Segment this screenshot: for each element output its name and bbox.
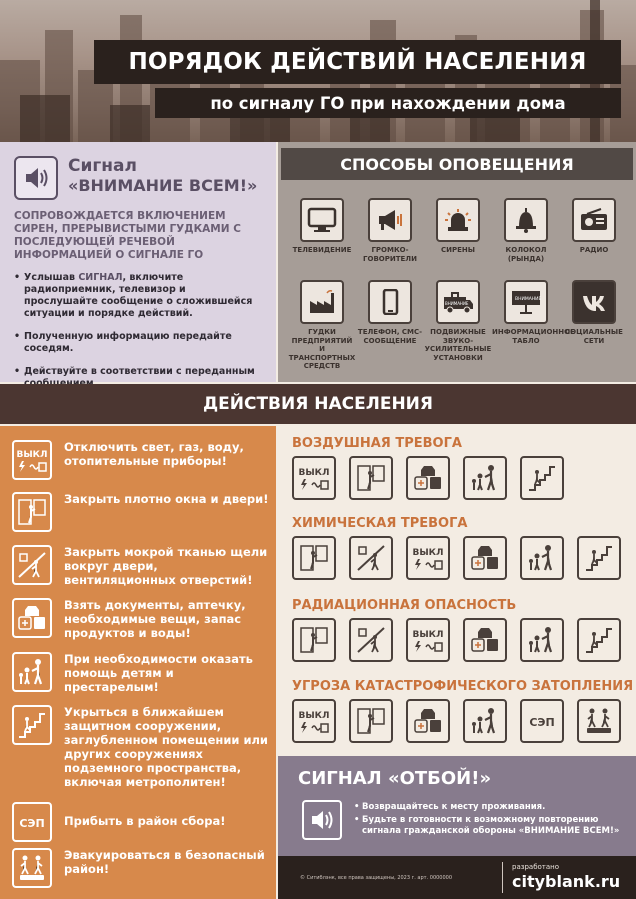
notify-item-board [492,280,575,345]
notify-label: ИНФОРМАЦИОННОЕ ТАБЛО [492,328,575,345]
loudspeaker-icon [368,198,412,242]
notify-item-siren [424,198,492,255]
help-people-icon [463,699,507,743]
notify-item-phone [356,280,424,345]
action-text: Закрыть плотно окна и двери! [64,492,269,506]
notify-label: КОЛОКОЛ (РЫНДА) [505,246,547,263]
shelter-icon [12,705,52,745]
speaker-icon [302,800,342,840]
notify-item-radio [560,198,628,255]
siren-icon [436,198,480,242]
svg-text:ВЫКЛ: ВЫКЛ [298,711,330,721]
seal-gaps-icon [12,545,52,585]
documents-kit-icon [463,618,507,662]
documents-kit-icon [406,699,450,743]
signal-bullet-1-accent: СИГНАЛ [78,272,123,283]
phone-icon [368,280,412,324]
notify-label: ТЕЛЕФОН, СМС-СООБЩЕНИЕ [357,328,423,345]
sep-icon [520,699,564,743]
signal-bullet-1-post: , включите радиоприемник, телевизор и прослушайте сообщение о сложившейся ситуации и порядке действий. [24,272,253,319]
action-item-power-off [12,440,269,480]
radio-icon [572,198,616,242]
help-people-icon [12,652,52,692]
all-clear-instructions [354,802,624,839]
notify-item-bell [492,198,560,263]
power-off-icon [406,618,450,662]
close-doors-icon [349,456,393,500]
footer-divider [502,862,503,893]
seal-gaps-icon [349,618,393,662]
notify-item-loudspeaker [356,198,424,263]
copyright: © Ситиблэнк, все права защищены, 2023 г. арт. 0000000 [300,875,453,881]
documents-kit-icon [463,536,507,580]
actions-list [0,426,276,899]
threat-types-panel [278,426,636,756]
van-text: ВНИМАНИЕ [445,301,469,306]
notify-item-factory [288,280,356,371]
close-doors-icon [12,492,52,532]
close-doors-icon [349,699,393,743]
brand-caption: разработано [512,863,560,871]
all-clear-title: СИГНАЛ «ОТБОЙ!» [298,768,492,789]
signal-description: СОПРОВОЖДАЕТСЯ ВКЛЮЧЕНИЕМ СИРЕН, ПРЕРЫВИСТЫМИ ГУДКАМИ С ПОСЛЕДУЮЩЕЙ РЕЧЕВОЙ ИНФОРМАЦИЕЙ О СИГНАЛЕ ГО [14,210,241,261]
shelter-icon [577,536,621,580]
power-off-icon [292,699,336,743]
action-text: Прибыть в район сбора! [64,814,226,828]
shelter-icon [520,456,564,500]
action-item-help-people [12,652,269,694]
power-off-icon [12,440,52,480]
brand-link[interactable]: cityblank.ru [512,872,621,891]
action-item-shelter [12,705,269,789]
notify-item-tv [288,198,356,255]
action-item-assembly-point [12,802,269,842]
mobile-speaker-van-icon [436,280,480,324]
sep-icon [12,802,52,842]
info-board-icon [504,280,548,324]
action-item-close-doors [12,492,269,532]
notify-label: СОЦИАЛЬНЫЕ СЕТИ [565,328,623,345]
signal-attention-panel [0,142,276,382]
notify-label: РАДИО [579,246,609,254]
help-people-icon [520,618,564,662]
svg-text:СЭП: СЭП [529,716,555,729]
action-text: Взять документы, аптечку, необходимые вещи, запас продуктов и воды! [64,598,246,640]
notification-methods-panel [278,142,636,382]
action-item-seal-gaps [12,545,269,587]
threat-title-radiation: РАДИАЦИОННАЯ ОПАСНОСТЬ [292,598,517,613]
svg-text:ВЫКЛ: ВЫКЛ [412,630,444,640]
factory-icon [300,280,344,324]
threat-title-flood: УГРОЗА КАТАСТРОФИЧЕСКОГО ЗАТОПЛЕНИЯ [292,679,634,694]
power-off-icon [292,456,336,500]
signal-bullet-1 [14,272,262,320]
close-doors-icon [292,536,336,580]
action-text: Укрыться в ближайшем защитном сооружении, заглубленном помещении или других сооружениях подземного пространства, включая метрополитен! [64,705,268,789]
help-people-icon [520,536,564,580]
notify-label: ГРОМКО-ГОВОРИТЕЛИ [363,246,417,263]
speaker-icon [14,156,58,200]
board-text: ВНИМАНИЕ [515,297,542,302]
notify-item-social [560,280,628,345]
threat-title-air: ВОЗДУШНАЯ ТРЕВОГА [292,436,462,451]
threat-title-chemical: ХИМИЧЕСКАЯ ТРЕВОГА [292,516,468,531]
vk-icon [572,280,616,324]
action-item-documents [12,598,269,640]
svg-text:ВЫКЛ: ВЫКЛ [412,548,444,558]
evacuate-icon [12,848,52,888]
notify-label: ПОДВИЖНЫЕ ЗВУКО-УСИЛИТЕЛЬНЫЕ УСТАНОВКИ [424,328,492,362]
close-doors-icon [292,618,336,662]
notify-label: СИРЕНЫ [440,246,476,254]
signal-all-clear-panel [278,756,636,856]
signal-bullet-3: • Действуйте в соответствии с переданным [14,366,262,390]
notify-label: ТЕЛЕВИДЕНИЕ [292,246,352,254]
page-subtitle: по сигналу ГО при нахождении дома [155,88,621,118]
header-banner [0,0,636,142]
actions-header: ДЕЙСТВИЯ НАСЕЛЕНИЯ [0,384,636,424]
bell-icon [504,198,548,242]
evacuate-icon [577,699,621,743]
help-people-icon [463,456,507,500]
action-text: Отключить свет, газ, воду, отопительные приборы! [64,440,244,468]
action-text: Эвакуироваться в безопасный район! [64,848,265,876]
svg-text:ВЫКЛ: ВЫКЛ [298,468,330,478]
power-off-icon [406,536,450,580]
sep-label: СЭП [19,817,45,830]
signal-bullet-1-pre: Услышав [24,272,79,283]
off-label: ВЫКЛ [16,450,48,460]
tv-icon [300,198,344,242]
documents-kit-icon [12,598,52,638]
notify-item-van [424,280,492,362]
signal-title-line1: Сигнал [68,156,137,176]
action-text: При необходимости оказать помощь детям и престарелым! [64,652,253,694]
action-item-evacuate [12,848,269,888]
page-title: ПОРЯДОК ДЕЙСТВИЙ НАСЕЛЕНИЯ [94,40,621,84]
shelter-icon [577,618,621,662]
footer [278,856,636,899]
all-clear-bullet-1: • Возвращайтесь к месту проживания. [354,802,624,813]
signal-instructions [14,272,262,390]
signal-bullet-2: • Полученную информацию передайте соседям. [14,331,262,355]
notify-label: ГУДКИ ПРЕДПРИЯТИЙ И ТРАНСПОРТНЫХ СРЕДСТВ [288,328,356,370]
action-text: Закрыть мокрой тканью щели вокруг двери, вентиляционных отверстий! [64,545,268,587]
documents-kit-icon [406,456,450,500]
seal-gaps-icon [349,536,393,580]
notification-methods-header: СПОСОБЫ ОПОВЕЩЕНИЯ [281,148,633,180]
signal-title-line2: «ВНИМАНИЕ ВСЕМ!» [68,176,258,195]
all-clear-bullet-2: • Будьте в готовности к возможному повторению сигнала гражданской обороны «ВНИМАНИЕ ВСЕМ!» [354,815,624,837]
